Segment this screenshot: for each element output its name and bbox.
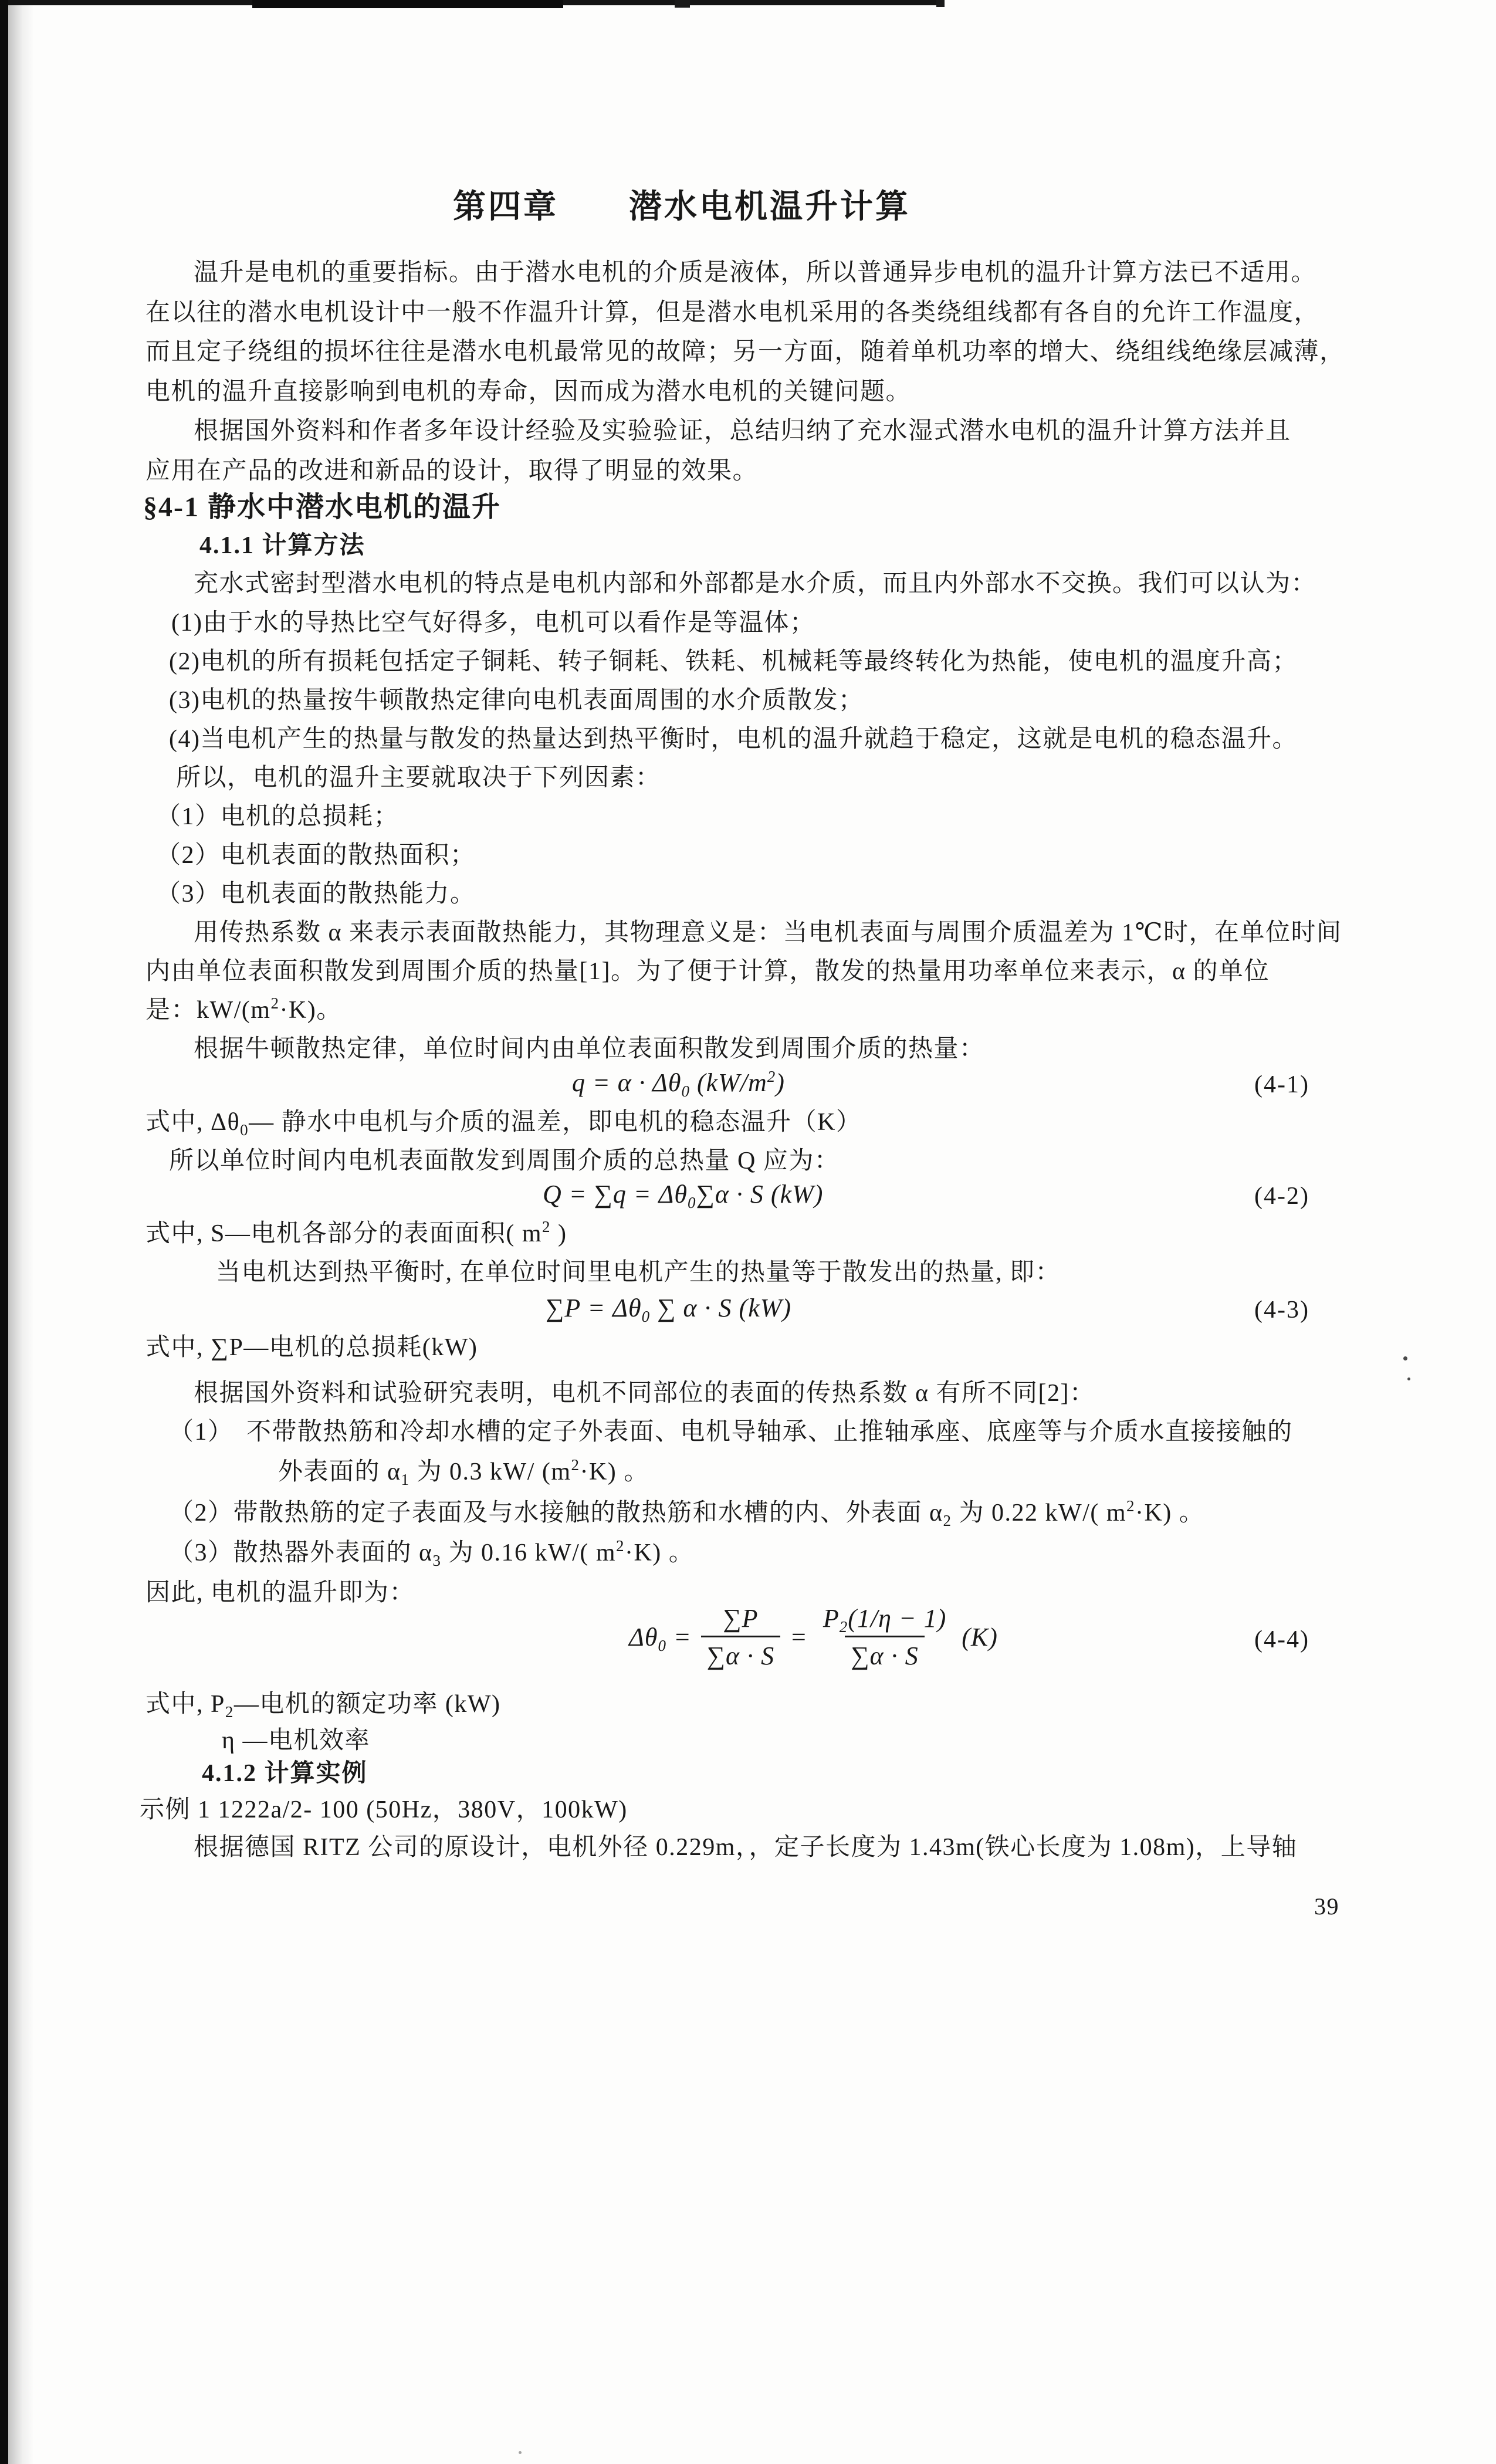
text-segment: 外表面的 α bbox=[278, 1458, 401, 1485]
text-segment: ∑α · S (kW) bbox=[696, 1180, 824, 1209]
paragraph-line: 电机的温升直接影响到电机的寿命，因而成为潜水电机的关键问题。 bbox=[145, 378, 912, 405]
text-segment: ·K) 。 bbox=[580, 1458, 649, 1485]
text-segment: ∑ α · S (kW) bbox=[650, 1294, 792, 1322]
paragraph-line: 充水式密封型潜水电机的特点是电机内部和外部都是水介质，而且内外部水不交换。我们可以认为： bbox=[194, 570, 1317, 597]
text-segment: ·K) 。 bbox=[1135, 1500, 1205, 1527]
fraction-denominator: ∑α · S bbox=[845, 1636, 924, 1671]
text-segment: （3）散热器外表面的 α bbox=[169, 1539, 433, 1566]
superscript: 2 bbox=[571, 1456, 580, 1474]
subscript: 2 bbox=[839, 1617, 848, 1636]
page-number: 39 bbox=[1314, 1893, 1339, 1920]
paragraph-line: 内由单位表面积散发到周围介质的热量[1]。为了便于计算，散发的热量用功率单位来表示，α 的单位 bbox=[145, 958, 1270, 985]
text-segment: ·K) 。 bbox=[624, 1539, 695, 1566]
paragraph-line: 用传热系数 α 来表示表面散热能力，其物理意义是：当电机表面与周围介质温差为 1℃时，在单位时间 bbox=[194, 919, 1342, 946]
alpha-item-continued bbox=[278, 1457, 649, 1487]
subscript: 0 bbox=[658, 1636, 666, 1654]
where-clause bbox=[145, 1108, 861, 1137]
scan-left-shadow bbox=[8, 0, 34, 2464]
text-segment: P bbox=[823, 1603, 840, 1633]
scan-top-tick bbox=[936, 0, 945, 7]
equation-number-4-3: (4-3) bbox=[1254, 1297, 1309, 1324]
subscript: 0 bbox=[240, 1121, 249, 1139]
text-segment: 式中, S—电机各部分的表面面积( m bbox=[145, 1220, 543, 1247]
text-segment: (1/η − 1) bbox=[848, 1603, 947, 1633]
text-segment: (kW/m bbox=[689, 1068, 767, 1097]
text-segment: Q = ∑q = Δθ bbox=[543, 1180, 688, 1209]
scan-speck bbox=[519, 2451, 522, 2454]
alpha-item: （1） 不带散热筋和冷却水槽的定子外表面、电机导轴承、止推轴承座、底座等与介质水直接接触的 bbox=[169, 1419, 1293, 1446]
text-segment: 为 0.16 kW/( m bbox=[441, 1539, 616, 1566]
paragraph-line: 根据国外资料和试验研究表明，电机不同部位的表面的传热系数 α 有所不同[2]： bbox=[194, 1380, 1095, 1407]
text-segment: 为 0.22 kW/( m bbox=[952, 1500, 1126, 1527]
text-segment: ) bbox=[776, 1068, 785, 1097]
paragraph-line: 而且定子绕组的损坏往往是潜水电机最常见的故障；另一方面，随着单机功率的增大、绕组线绝缘层减薄， bbox=[145, 339, 1345, 365]
example-line: 示例 1 1222a/2- 100 (50Hz，380V，100kW) bbox=[140, 1796, 628, 1823]
where-clause: η —电机效率 bbox=[222, 1727, 370, 1754]
paragraph-line bbox=[145, 996, 342, 1025]
paragraph-line: 在以往的潜水电机设计中一般不作温升计算，但是潜水电机采用的各类绕组线都有各自的允许工作温度， bbox=[145, 299, 1320, 326]
paragraph-line: 温升是电机的重要指标。由于潜水电机的介质是液体，所以普通异步电机的温升计算方法已不适用。 bbox=[194, 259, 1317, 286]
subscript: 2 bbox=[225, 1703, 234, 1721]
where-clause bbox=[145, 1219, 567, 1248]
factor-item: （1）电机的总损耗； bbox=[156, 803, 400, 830]
scan-speck bbox=[1407, 1377, 1410, 1380]
text-segment: 式中, P bbox=[145, 1691, 225, 1718]
subscript: 1 bbox=[401, 1471, 410, 1488]
text-segment: q = α · Δθ bbox=[572, 1068, 682, 1097]
text-segment: = bbox=[666, 1622, 692, 1651]
subscript: 3 bbox=[432, 1552, 442, 1569]
equation-4-2 bbox=[543, 1179, 823, 1210]
equation-unit: (K) bbox=[962, 1622, 998, 1651]
text-segment: 为 0.3 kW/ (m bbox=[409, 1458, 571, 1485]
subscript: 0 bbox=[687, 1194, 696, 1211]
eq4-lhs bbox=[629, 1622, 692, 1652]
scan-left-border bbox=[0, 0, 8, 2464]
where-clause bbox=[145, 1690, 500, 1719]
alpha-item bbox=[169, 1498, 1204, 1528]
equation-4-1 bbox=[572, 1068, 785, 1099]
text-segment: — 静水中电机与介质的温差，即电机的稳态温升（K） bbox=[249, 1109, 862, 1136]
paragraph-line: 所以，电机的温升主要就取决于下列因素： bbox=[176, 764, 661, 791]
text-segment: 式中, Δθ bbox=[145, 1109, 241, 1136]
assumption-item: (3)电机的热量按牛顿散热定律向电机表面周围的水介质散发； bbox=[169, 687, 864, 714]
where-clause: 式中, ∑P—电机的总损耗(kW) bbox=[145, 1334, 478, 1361]
superscript: 2 bbox=[767, 1068, 776, 1085]
factor-item: （3）电机表面的散热能力。 bbox=[156, 881, 476, 908]
fraction bbox=[817, 1603, 952, 1671]
subscript: 2 bbox=[943, 1512, 952, 1529]
superscript: 2 bbox=[542, 1218, 551, 1236]
equals-sign: = bbox=[790, 1622, 808, 1651]
subscript: 0 bbox=[681, 1082, 690, 1100]
equation-number-4-1: (4-1) bbox=[1254, 1071, 1309, 1098]
paragraph-line: 当电机达到热平衡时, 在单位时间里电机产生的热量等于散发出的热量, 即： bbox=[216, 1259, 1061, 1286]
subsection-heading-4-1-1: 4.1.1 计算方法 bbox=[199, 532, 365, 559]
text-segment: Δθ bbox=[629, 1622, 658, 1651]
superscript: 2 bbox=[615, 1537, 625, 1555]
equation-4-4 bbox=[629, 1588, 1007, 1686]
factor-item: （2）电机表面的散热面积； bbox=[156, 842, 476, 869]
paragraph-line: 因此, 电机的温升即为： bbox=[145, 1579, 415, 1606]
chapter-title: 第四章 潜水电机温升计算 bbox=[453, 189, 911, 225]
assumption-item: (4)当电机产生的热量与散发的热量达到热平衡时，电机的温升就趋于稳定，这就是电机的稳态温升。 bbox=[169, 726, 1298, 753]
text-segment: ) bbox=[551, 1220, 567, 1247]
text-segment: 是：kW/(m bbox=[145, 997, 271, 1024]
fraction-numerator bbox=[817, 1603, 952, 1636]
equation-4-3 bbox=[546, 1293, 791, 1324]
scan-top-border-segment bbox=[252, 0, 563, 8]
alpha-item bbox=[169, 1538, 694, 1568]
assumption-item: (1)由于水的导热比空气好得多，电机可以看作是等温体； bbox=[171, 610, 815, 637]
paragraph-line: 应用在产品的改进和新品的设计，取得了明显的效果。 bbox=[145, 458, 759, 485]
paragraph-line: 根据牛顿散热定律，单位时间内由单位表面积散发到周围介质的热量： bbox=[194, 1035, 985, 1062]
superscript: 2 bbox=[1126, 1497, 1135, 1515]
subscript: 0 bbox=[641, 1308, 651, 1325]
paragraph-line: 根据国外资料和作者多年设计经验及实验验证，总结归纳了充水湿式潜水电机的温升计算方法并且 bbox=[194, 418, 1291, 445]
paragraph-line: 所以单位时间内电机表面散发到周围介质的总热量 Q 应为： bbox=[169, 1148, 840, 1175]
subsection-heading-4-1-2: 4.1.2 计算实例 bbox=[202, 1760, 368, 1787]
text-segment: ∑P = Δθ bbox=[546, 1294, 642, 1322]
equation-number-4-2: (4-2) bbox=[1254, 1183, 1309, 1210]
text-segment: —电机的额定功率 (kW) bbox=[233, 1691, 501, 1718]
scan-top-tick bbox=[675, 0, 690, 8]
text-segment: ·K)。 bbox=[279, 997, 342, 1024]
scan-speck bbox=[1403, 1356, 1407, 1360]
example-line: 根据德国 RITZ 公司的原设计，电机外径 0.229m，，定子长度为 1.43m(铁心长度为 1.08m)，上导轴 bbox=[194, 1834, 1298, 1861]
section-heading-4-1: §4-1 静水中潜水电机的温升 bbox=[143, 492, 501, 523]
assumption-item: (2)电机的所有损耗包括定子铜耗、转子铜耗、铁耗、机械耗等最终转化为热能，使电机的温度升高； bbox=[169, 648, 1298, 675]
text-segment: （2）带散热筋的定子表面及与水接触的散热筋和水槽的内、外表面 α bbox=[169, 1500, 943, 1527]
equation-number-4-4: (4-4) bbox=[1254, 1626, 1309, 1653]
superscript: 2 bbox=[270, 994, 280, 1012]
fraction-denominator: ∑α · S bbox=[701, 1636, 780, 1671]
fraction bbox=[701, 1603, 780, 1671]
fraction-numerator: ∑P bbox=[723, 1603, 759, 1633]
